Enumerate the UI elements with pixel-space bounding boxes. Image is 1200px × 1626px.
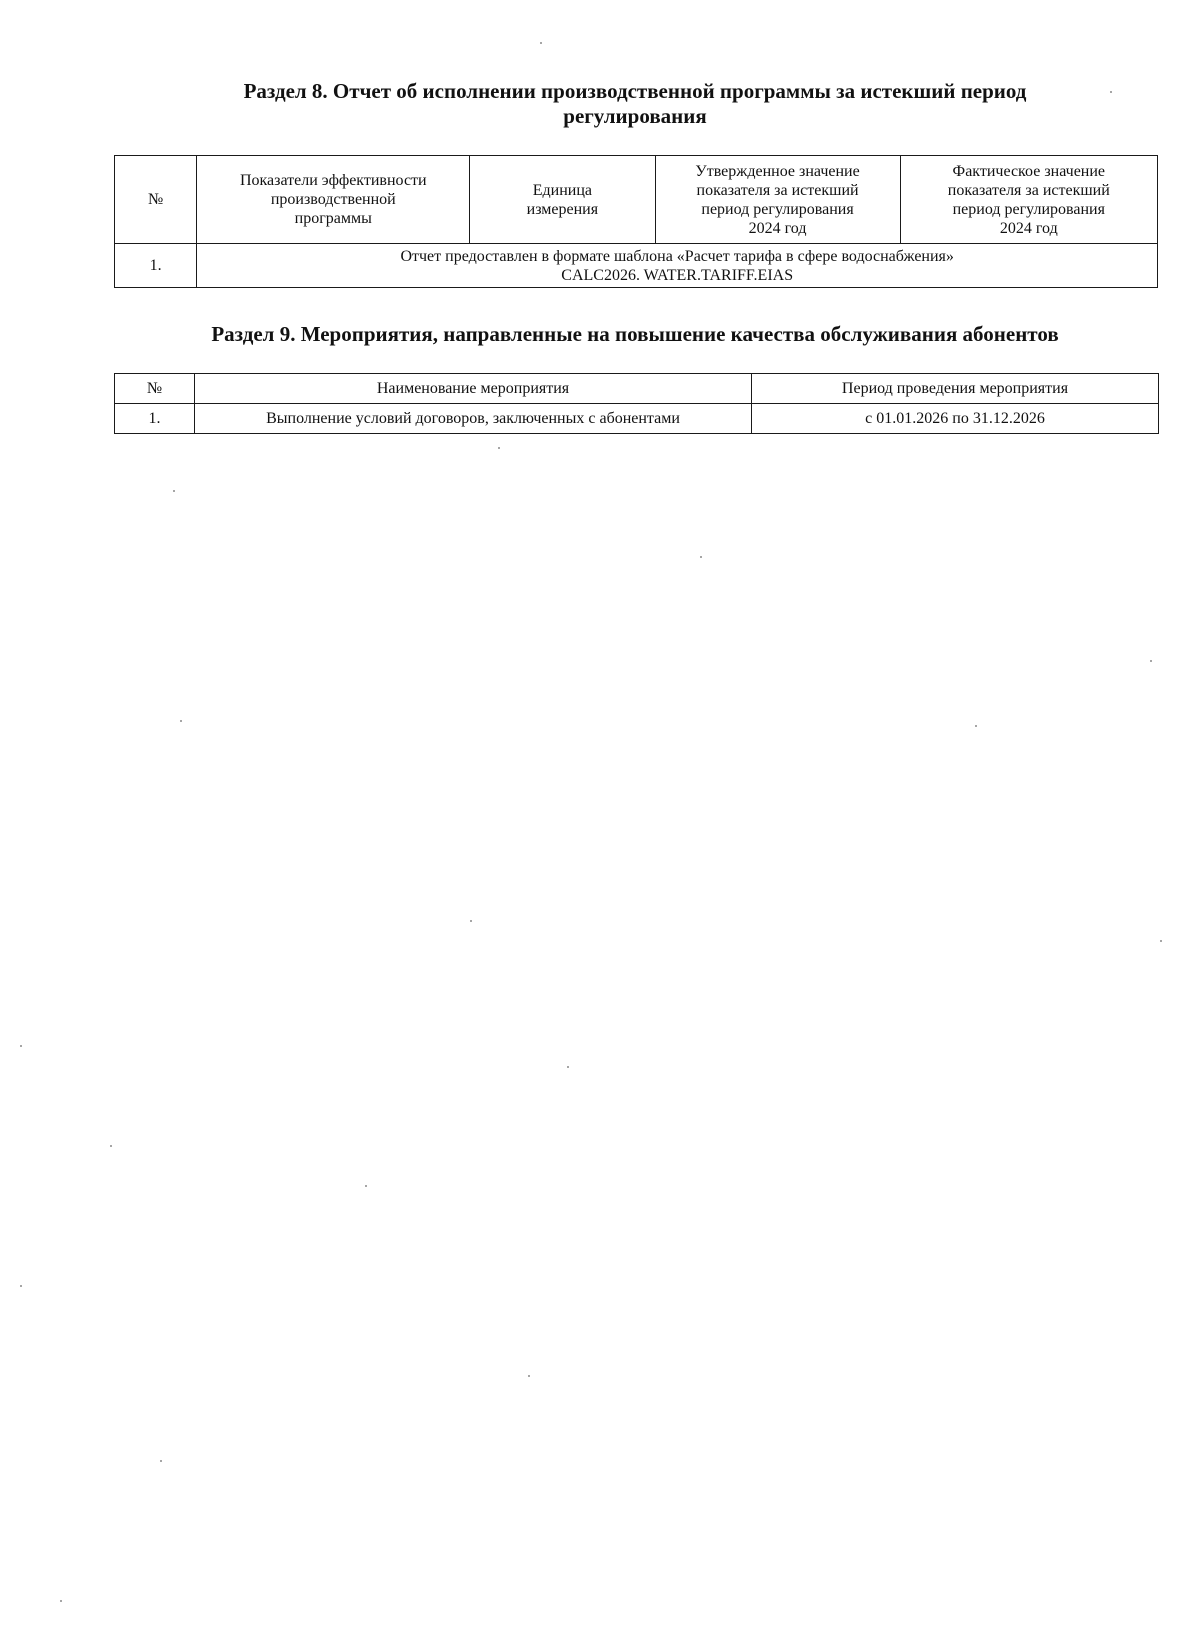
scan-speck [498,447,500,449]
scan-speck [1110,91,1112,93]
scan-speck [160,1460,162,1462]
table-row [115,404,1159,434]
measure-name: Выполнение условий договоров, заключенных с абонентами [195,404,752,434]
scan-speck [528,1375,530,1377]
scan-speck [365,1185,367,1187]
header-number: № [115,156,197,244]
scan-speck [20,1285,22,1287]
scan-speck [180,720,182,722]
scan-speck [60,1600,62,1602]
row-number: 1. [115,404,195,434]
header-unit: Единица измерения [470,156,655,244]
header-indicators: Показатели эффективности производственной программы [197,156,470,244]
measure-period: с 01.01.2026 по 31.12.2026 [752,404,1159,434]
report-format-note: Отчет предоставлен в формате шаблона «Расчет тарифа в сфере водоснабжения» CALC2026. WATER.TARIFF.EIAS [197,244,1158,288]
table-header-row [115,374,1159,404]
scan-speck [470,920,472,922]
scan-speck [975,725,977,727]
section-9-title: Раздел 9. Мероприятия, направленные на повышение качества обслуживания абонентов [211,322,1059,346]
scan-speck [20,1045,22,1047]
section-8-title: Раздел 8. Отчет об исполнении производственной программы за истекший период регулирования [243,79,1027,128]
scan-speck [540,42,542,44]
header-number: № [115,374,195,404]
scan-speck [567,1066,569,1068]
production-program-report-table [114,155,1158,288]
header-actual-value: Фактическое значение показателя за истекший период регулирования 2024 год [900,156,1157,244]
scan-speck [1160,940,1162,942]
service-quality-measures-table [114,373,1159,434]
header-measure-period: Период проведения мероприятия [752,374,1159,404]
header-measure-name: Наименование мероприятия [195,374,752,404]
scan-speck [1150,660,1152,662]
scan-speck [110,1145,112,1147]
table-row [115,244,1158,288]
row-number: 1. [115,244,197,288]
scan-speck [700,556,702,558]
table-header-row [115,156,1158,244]
header-approved-value: Утвержденное значение показателя за истекший период регулирования 2024 год [655,156,900,244]
scan-speck [173,490,175,492]
